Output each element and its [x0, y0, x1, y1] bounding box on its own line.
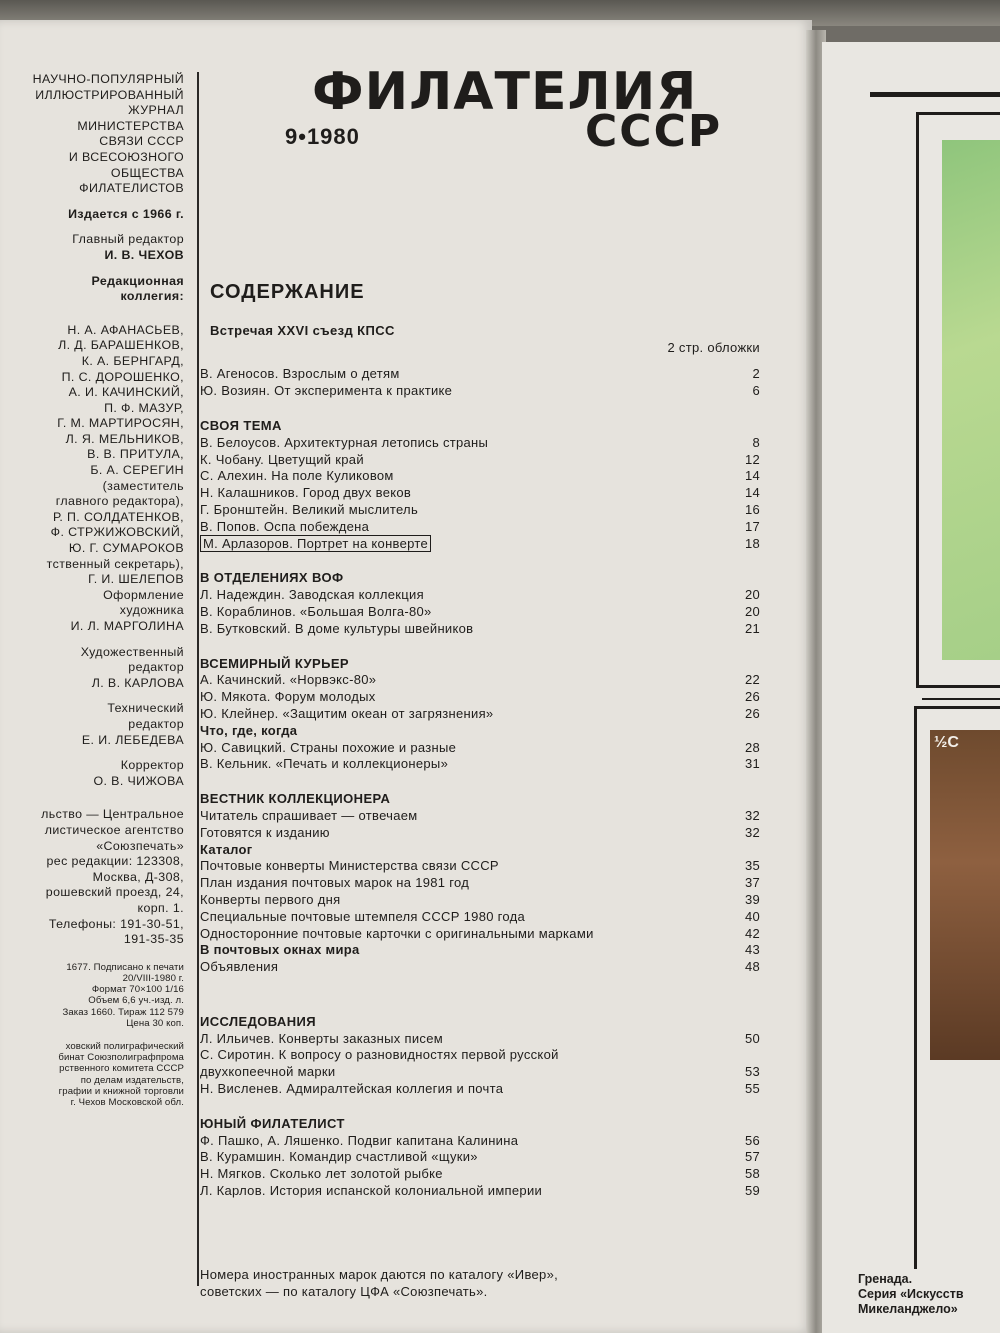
toc-section — [200, 791, 760, 976]
toc-entry — [200, 689, 760, 706]
board-member: тственный секретарь), — [46, 556, 184, 571]
toc-entry — [200, 1081, 760, 1098]
imprint-line: Цена 30 коп. — [126, 1017, 184, 1029]
publication-intro — [0, 72, 184, 197]
footer-line: Номера иностранных марок даются по каталогу «Ивер», — [200, 1267, 559, 1282]
chief-editor — [0, 232, 184, 263]
section-head: ЮНЫЙ ФИЛАТЕЛИСТ — [200, 1115, 345, 1131]
board-member: Л. Д. БАРАШЕНКОВ, — [58, 338, 184, 353]
publisher-line: рошевский проезд, 24, — [45, 885, 184, 900]
entry-text: С. Сиротин. К вопросу о разновидностях первой русской — [200, 1047, 559, 1063]
entry-page: 21 — [744, 620, 760, 636]
toc-entry — [200, 959, 760, 976]
toc-entry — [200, 621, 760, 638]
intro-line: СВЯЗИ СССР — [99, 134, 184, 149]
masthead-title: ФИЛАТЕЛИЯ — [312, 62, 698, 122]
entry-text: В. Бутковский. В доме культуры швейников — [200, 620, 474, 636]
design-label: художника — [119, 603, 184, 618]
board-label-line: коллегия: — [120, 289, 184, 304]
tech-editor — [0, 701, 184, 748]
contents-title: СОДЕРЖАНИЕ — [210, 281, 365, 303]
entry-page: 14 — [744, 468, 760, 484]
entry-page: 2 — [752, 366, 760, 382]
entry-text: Ю. Мякота. Форум молодых — [200, 689, 376, 705]
entry-text: В. Попов. Оспа побеждена — [200, 518, 370, 534]
board-label — [0, 274, 184, 305]
entry-text: Специальные почтовые штемпеля СССР 1980 года — [200, 908, 526, 924]
entry-page: 37 — [744, 875, 760, 891]
entry-page — [736, 1047, 760, 1064]
toc-entry — [200, 892, 760, 909]
board-member: К. А. БЕРНГАРД, — [81, 353, 184, 368]
board-member: Г. М. МАРТИРОСЯН, — [57, 416, 184, 431]
entry-text: Готовятся к изданию — [200, 824, 330, 840]
entry-page: 18 — [744, 535, 760, 551]
art-label: Художественный — [80, 644, 184, 659]
proof-label: Корректор — [120, 758, 184, 773]
toc-section — [200, 1116, 760, 1200]
board-member: главного редактора), — [55, 494, 184, 509]
toc-entry — [200, 604, 760, 621]
printer-line: г. Чехов Московской обл. — [70, 1096, 184, 1108]
toc-entry — [200, 587, 760, 604]
stamp-image — [930, 730, 1000, 1060]
highlighted-entry-text: М. Арлазоров. Портрет на конверте — [200, 535, 431, 552]
entry-text: В. Курамшин. Командир счастливой «щуки» — [200, 1149, 478, 1165]
toc-entry — [200, 1133, 760, 1150]
imprint-line: Заказ 1660. Тираж 112 579 — [62, 1006, 184, 1018]
intro-line: МИНИСТЕРСТВА — [77, 118, 184, 133]
tech-label: редактор — [128, 716, 184, 731]
since-line: Издается с 1966 г. — [68, 206, 184, 221]
entry-page: 48 — [744, 959, 760, 975]
column-divider — [197, 72, 199, 1286]
toc-entry — [200, 1149, 760, 1166]
intro-section-head: Встречая XXVI съезд КПСС — [210, 322, 395, 338]
entry-text: В. Кельник. «Печать и коллекционеры» — [200, 756, 449, 772]
entry-page: 20 — [744, 587, 760, 603]
toc-entry — [200, 468, 760, 485]
toc-entry — [200, 926, 760, 943]
right-page-rule — [922, 698, 1000, 700]
toc-entry — [200, 1166, 760, 1183]
imprint-line: Формат 70×100 1/16 — [91, 984, 184, 996]
entry-text: Л. Надеждин. Заводская коллекция — [200, 587, 424, 603]
intro-cover-page — [200, 340, 760, 357]
right-page-rule — [870, 92, 1000, 97]
art-name: Л. В. КАРЛОВА — [91, 675, 184, 690]
toc-section — [200, 656, 760, 774]
entry-text: Почтовые конверты Министерства связи СССР — [200, 858, 499, 874]
entry-page: 8 — [752, 434, 760, 450]
publisher-line: рес редакции: 123308, — [46, 854, 184, 869]
printer-line: бинат Союзполиграфпрома — [58, 1052, 184, 1064]
subsection-head: Что, где, когда — [200, 722, 298, 738]
board-label-line: Редакционная — [91, 273, 184, 288]
toc-entry — [200, 756, 760, 773]
publisher-line: «Союзпечать» — [96, 838, 184, 853]
entry-page: 55 — [744, 1081, 760, 1097]
art-editor — [0, 645, 184, 692]
entry-text: С. Алехин. На поле Куликовом — [200, 468, 394, 484]
entry-text: Ф. Пашко, А. Ляшенко. Подвиг капитана Калинина — [200, 1132, 519, 1148]
toc-entry — [200, 740, 760, 757]
entry-page: 57 — [744, 1149, 760, 1165]
board-member: Ю. Г. СУМАРОКОВ — [68, 541, 184, 556]
imprint-info — [0, 962, 184, 1029]
intro-line: НАУЧНО-ПОПУЛЯРНЫЙ — [32, 72, 184, 86]
publisher-line: 191-35-35 — [123, 932, 184, 947]
entry-text: Объявления — [200, 959, 279, 975]
tech-name: Е. И. ЛЕБЕДЕВА — [81, 732, 184, 747]
entry-text: Л. Ильичев. Конверты заказных писем — [200, 1030, 443, 1046]
toc-entry — [200, 672, 760, 689]
entry-page: 32 — [744, 824, 760, 840]
entry-text: Н. Мягков. Сколько лет золотой рыбке — [200, 1166, 443, 1182]
toc-section — [200, 418, 760, 552]
toc-section — [200, 1014, 760, 1098]
section-head: ВСЕМИРНЫЙ КУРЬЕР — [200, 655, 349, 671]
entry-page: 43 — [744, 942, 760, 958]
board-member: В. В. ПРИТУЛА, — [87, 447, 184, 462]
toc-entry — [200, 485, 760, 502]
printer-line: ховский полиграфический — [65, 1040, 184, 1052]
printer-line: рственного комитета СССР — [59, 1063, 184, 1075]
entry-page: 58 — [744, 1166, 760, 1182]
entry-page: 40 — [744, 908, 760, 924]
entry-text: Читатель спрашивает — отвечаем — [200, 807, 418, 823]
subsection-head: В почтовых окнах мира — [200, 942, 360, 958]
caption-line: Гренада. — [858, 1272, 913, 1286]
printer-line: графии и книжной торговли — [58, 1085, 184, 1097]
board-member: Л. Я. МЕЛЬНИКОВ, — [65, 431, 184, 446]
entry-page: 56 — [744, 1132, 760, 1148]
footer-line: советских — по каталогу ЦФА «Союзпечать». — [200, 1284, 488, 1299]
toc-entry — [200, 1047, 760, 1064]
intro-line: ЖУРНАЛ — [128, 103, 184, 118]
entry-page: 17 — [744, 518, 760, 534]
board-member: А. И. КАЧИНСКИЙ, — [68, 385, 184, 400]
entry-page: 59 — [744, 1183, 760, 1199]
subsection-head: Каталог — [200, 841, 253, 857]
toc-entry — [200, 435, 760, 452]
intro-line: ОБЩЕСТВА — [110, 165, 184, 180]
entry-text: Н. Калашников. Город двух веков — [200, 485, 412, 501]
entry-page: 16 — [744, 501, 760, 517]
board-member: Б. А. СЕРЕГИН — [90, 463, 184, 478]
board-member: Р. П. СОЛДАТЕНКОВ, — [53, 509, 184, 524]
entry-text: В. Белоусов. Архитектурная летопись страны — [200, 434, 489, 450]
section-head: ВЕСТНИК КОЛЛЕКЦИОНЕРА — [200, 791, 391, 807]
entry-page: 32 — [744, 807, 760, 823]
intro-line: И ВСЕСОЮЗНОГО — [68, 149, 184, 164]
entry-text: Ю. Савицкий. Страны похожие и разные — [200, 739, 457, 755]
issue-number: 9•1980 — [285, 124, 360, 149]
printer-line: по делам издательств, — [80, 1074, 184, 1086]
section-head: СВОЯ ТЕМА — [200, 417, 282, 433]
imprint-line: 20/VIII-1980 г. — [122, 972, 184, 984]
entry-page: 14 — [744, 485, 760, 501]
entry-text: К. Чобану. Цветущий край — [200, 451, 364, 467]
caption-line: Микеланджело» — [858, 1302, 958, 1316]
stamp-denomination: ½C — [934, 734, 959, 751]
toc-entry — [200, 858, 760, 875]
board-member: Н. А. АФАНАСЬЕВ, — [67, 322, 184, 337]
toc-entry — [200, 942, 760, 959]
section-head: ИССЛЕДОВАНИЯ — [200, 1013, 316, 1029]
toc-entry — [200, 536, 760, 553]
board-member: (заместитель — [102, 478, 184, 493]
publisher-line: льство — Центральное — [41, 807, 184, 822]
board-list — [0, 323, 184, 635]
toc-entry — [200, 452, 760, 469]
catalog-note — [200, 1266, 760, 1300]
design-name: И. Л. МАРГОЛИНА — [70, 619, 184, 633]
proof-name: О. В. ЧИЖОВА — [93, 773, 184, 788]
entry-text: Ю. Возиян. От эксперимента к практике — [200, 383, 453, 399]
entry-text: Ю. Клейнер. «Защитим океан от загрязнения» — [200, 705, 494, 721]
toc-entry — [200, 875, 760, 892]
toc-entry — [200, 502, 760, 519]
entry-text — [200, 536, 736, 553]
entry-page: 26 — [744, 689, 760, 705]
stamp-caption — [858, 1272, 998, 1317]
toc-entry — [200, 706, 760, 723]
chief-label: Главный редактор — [72, 232, 184, 247]
entry-page: 42 — [744, 925, 760, 941]
entry-page: 50 — [744, 1030, 760, 1046]
toc-entry — [200, 825, 760, 842]
intro-line: ФИЛАТЕЛИСТОВ — [79, 181, 184, 196]
cover-page-ref: 2 стр. обложки — [667, 339, 760, 355]
intro-entries — [200, 366, 760, 400]
entry-text: А. Качинский. «Норвэкс-80» — [200, 672, 377, 688]
toc-entry — [200, 808, 760, 825]
toc-entry — [200, 383, 760, 400]
toc-entry — [200, 519, 760, 536]
section-head: В ОТДЕЛЕНИЯХ ВОФ — [200, 570, 344, 586]
proofreader — [0, 758, 184, 789]
publisher-line: листическое агентство — [44, 822, 184, 837]
green-artwork — [942, 140, 1000, 660]
board-member: Г. И. ШЕЛЕПОВ — [88, 572, 184, 587]
entry-page: 22 — [744, 672, 760, 688]
toc-entry — [200, 909, 760, 926]
entry-text: План издания почтовых марок на 1981 год — [200, 875, 470, 891]
publisher-line: Телефоны: 191-30-51, — [48, 916, 184, 931]
imprint-line: Объем 6,6 уч.-изд. л. — [88, 995, 184, 1007]
caption-line: Серия «Искусств — [858, 1287, 964, 1301]
editorial-column — [0, 72, 184, 1118]
entry-page: 26 — [744, 705, 760, 721]
board-member: Ф. СТРЖИЖОВСКИЙ, — [50, 525, 184, 540]
entry-text: Г. Бронштейн. Великий мыслитель — [200, 501, 419, 517]
entry-page: 20 — [744, 603, 760, 619]
entry-page: 28 — [744, 739, 760, 755]
toc-entry — [200, 1064, 760, 1081]
entry-text: В. Агеносов. Взрослым о детям — [200, 366, 400, 382]
entry-text: Конверты первого дня — [200, 891, 341, 907]
toc-section — [200, 570, 760, 637]
toc-entry — [200, 1183, 760, 1200]
table-of-contents — [200, 281, 760, 1200]
board-member: П. Ф. МАЗУР, — [104, 400, 184, 415]
entry-page: 35 — [744, 858, 760, 874]
board-member: П. С. ДОРОШЕНКО, — [61, 369, 184, 384]
entry-page: 12 — [744, 451, 760, 467]
publisher-line: корп. 1. — [137, 900, 184, 915]
art-label: редактор — [128, 660, 184, 675]
entry-text: В. Кораблинов. «Большая Волга-80» — [200, 603, 432, 619]
publisher-info — [0, 807, 184, 947]
toc-entry — [200, 1031, 760, 1048]
chief-name: И. В. ЧЕХОВ — [104, 247, 184, 262]
entry-page: 39 — [744, 891, 760, 907]
entry-text: Л. Карлов. История испанской колониальной империи — [200, 1183, 543, 1199]
imprint-line: 1677. Подписано к печати — [66, 961, 184, 973]
entry-page: 6 — [752, 383, 760, 399]
entry-text: Н. Висленев. Адмиралтейская коллегия и почта — [200, 1081, 504, 1097]
toc-entry — [200, 366, 760, 383]
entry-page: 53 — [744, 1064, 760, 1080]
masthead-subtitle: СССР — [585, 106, 723, 157]
tech-label: Технический — [107, 701, 184, 716]
entry-text: двухкопеечной марки — [200, 1064, 336, 1080]
design-label: Оформление — [103, 587, 184, 602]
printer-info — [0, 1041, 184, 1108]
entry-page: 31 — [744, 756, 760, 772]
publisher-line: Москва, Д-308, — [92, 869, 184, 884]
entry-text: Односторонние почтовые карточки с оригинальными марками — [200, 925, 594, 941]
intro-line: ИЛЛЮСТРИРОВАННЫЙ — [35, 87, 184, 102]
